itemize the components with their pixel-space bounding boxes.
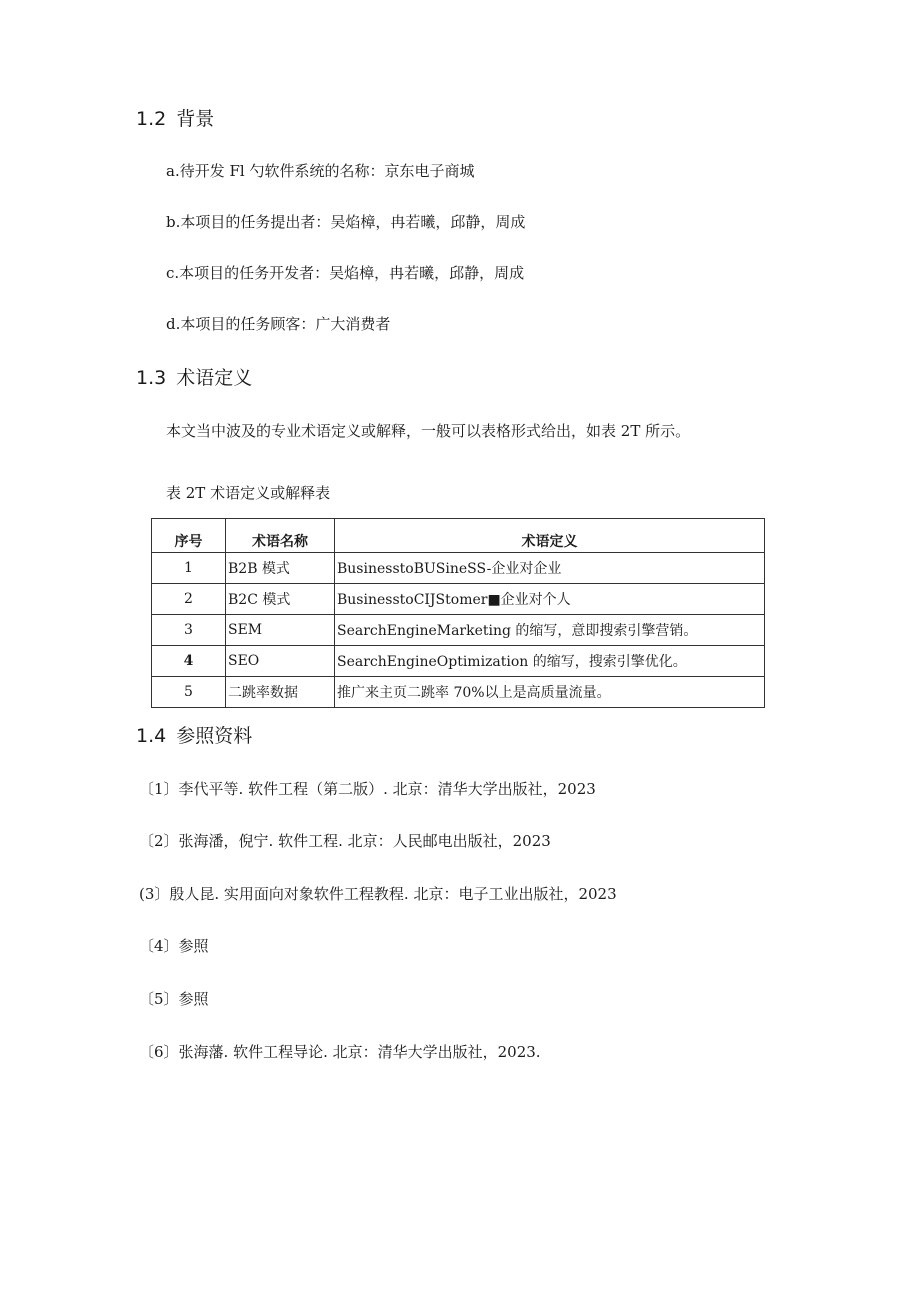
heading-1-3-title: 术语定义 — [176, 367, 253, 389]
row-term-name: B2C 模式 — [226, 584, 335, 615]
heading-1-4-number: 1.4 — [136, 725, 167, 747]
row-term-definition: BusinesstoCIJStomer■企业对个人 — [335, 584, 765, 615]
background-item-a: a.待开发 Fl 勺软件系统的名称：京东电子商城 — [166, 162, 475, 180]
reference-item: 〔6〕张海藩. 软件工程导论. 北京：清华大学出版社，2023. — [139, 1043, 541, 1061]
reference-item: 〔5〕参照 — [139, 990, 209, 1008]
table-row — [152, 615, 765, 646]
terms-table — [151, 518, 765, 708]
row-index: 4 — [152, 646, 226, 677]
row-index: 3 — [152, 615, 226, 646]
header-term-name: 术语名称 — [226, 519, 335, 553]
background-item-c: c.本项目的任务开发者：吴焰樟，冉若曦，邱静，周成 — [166, 264, 525, 282]
reference-item: 〔1〕李代平等. 软件工程（第二版）. 北京：清华大学出版社，2023 — [139, 780, 596, 798]
heading-1-3-number: 1.3 — [136, 367, 167, 389]
row-index: 1 — [152, 553, 226, 584]
background-item-d: d.本项目的任务顾客：广大消费者 — [166, 315, 391, 333]
terms-intro: 本文当中波及的专业术语定义或解释，一般可以表格形式给出，如表 2T 所示。 — [166, 422, 691, 440]
heading-1-4 — [136, 724, 252, 748]
table-row — [152, 677, 765, 708]
row-term-name: SEO — [226, 646, 335, 677]
heading-1-3 — [136, 366, 252, 390]
row-term-name: 二跳率数据 — [226, 677, 335, 708]
table-row — [152, 646, 765, 677]
heading-1-2-title: 背景 — [176, 108, 215, 130]
header-index: 序号 — [152, 519, 226, 553]
heading-1-2 — [136, 107, 214, 131]
table-row — [152, 553, 765, 584]
reference-item: 〔2〕张海潘，倪宁. 软件工程. 北京：人民邮电出版社，2023 — [139, 832, 551, 850]
row-term-name: SEM — [226, 615, 335, 646]
row-term-definition: SearchEngineOptimization 的缩写，搜索引擎优化。 — [335, 646, 765, 677]
table-row — [152, 584, 765, 615]
reference-item: (3〕殷人昆. 实用面向对象软件工程教程. 北京：电子工业出版社，2023 — [139, 885, 617, 903]
heading-1-4-title: 参照资料 — [176, 725, 253, 747]
table-header-row — [152, 519, 765, 553]
row-index: 5 — [152, 677, 226, 708]
row-term-definition: BusinesstoBUSineSS-企业对企业 — [335, 553, 765, 584]
background-item-b: b.本项目的任务提出者：吴焰樟，冉若曦，邱静，周成 — [166, 213, 526, 231]
reference-item: 〔4〕参照 — [139, 937, 209, 955]
table-caption: 表 2T 术语定义或解释表 — [166, 484, 331, 502]
row-term-definition: 推广来主页二跳率 70%以上是高质量流量。 — [335, 677, 765, 708]
row-term-definition: SearchEngineMarketing 的缩写，意即搜索引擎营销。 — [335, 615, 765, 646]
row-term-name: B2B 模式 — [226, 553, 335, 584]
header-term-definition: 术语定义 — [335, 519, 765, 553]
row-index: 2 — [152, 584, 226, 615]
heading-1-2-number: 1.2 — [136, 108, 167, 130]
